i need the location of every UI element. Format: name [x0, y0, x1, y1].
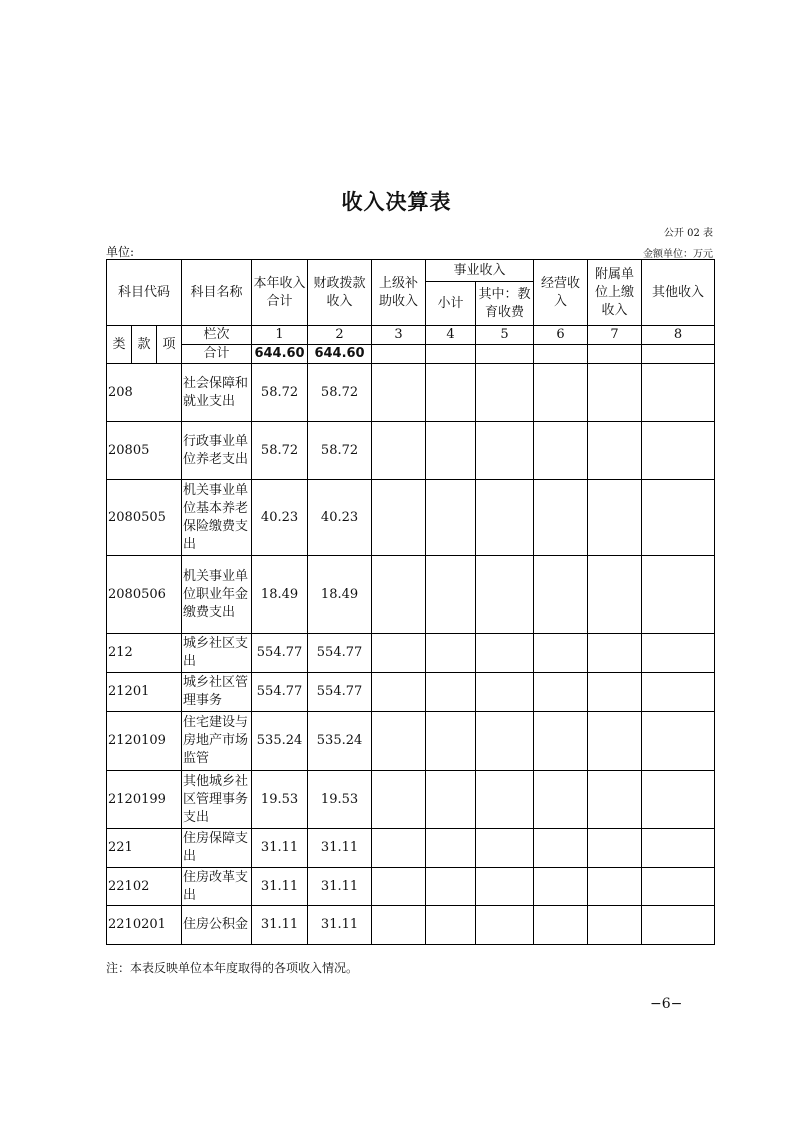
row-annual: 554.77: [252, 634, 308, 673]
header-superior-subsidy: 上级补助收入: [372, 260, 426, 326]
table-row: [107, 480, 715, 556]
col-num-1: 1: [252, 326, 308, 345]
unit-label: 单位:: [106, 245, 135, 259]
header-operating-income: 经营收入: [534, 260, 588, 326]
col-num-7: 7: [588, 326, 642, 345]
total-annual: 644.60: [252, 345, 308, 364]
col-num-2: 2: [308, 326, 372, 345]
row-name: 城乡社区支出: [182, 634, 252, 673]
total-label: 合计: [182, 345, 252, 364]
header-other-income: 其他收入: [642, 260, 715, 326]
header-business-income: 事业收入: [426, 260, 534, 282]
page-number: −6−: [650, 996, 683, 1012]
form-code: 公开 02 表: [663, 228, 713, 239]
row-fiscal: 31.11: [308, 829, 372, 868]
row-name: 住房改革支出: [182, 868, 252, 906]
income-table: [106, 259, 715, 945]
header-subject-name: 科目名称: [182, 260, 252, 326]
table-row: [107, 771, 715, 829]
header-fiscal-allocation: 财政拨款收入: [308, 260, 372, 326]
row-annual: 31.11: [252, 868, 308, 906]
header-annual-income: 本年收入合计: [252, 260, 308, 326]
row-name: 住房保障支出: [182, 829, 252, 868]
row-annual: 31.11: [252, 906, 308, 945]
row-fiscal: 58.72: [308, 422, 372, 480]
row-code: 221: [107, 829, 182, 868]
row-code: 2120109: [107, 712, 182, 771]
row-annual: 58.72: [252, 422, 308, 480]
row-code: 21201: [107, 673, 182, 712]
page-title: 收入决算表: [341, 190, 452, 214]
row-annual: 31.11: [252, 829, 308, 868]
table-row: [107, 712, 715, 771]
table-row: [107, 556, 715, 634]
col-num-6: 6: [534, 326, 588, 345]
header-kuan: 款: [132, 326, 157, 364]
row-annual: 18.49: [252, 556, 308, 634]
row-fiscal: 58.72: [308, 364, 372, 422]
table-row: [107, 829, 715, 868]
header-lei: 类: [107, 326, 132, 364]
row-annual: 58.72: [252, 364, 308, 422]
row-annual: 554.77: [252, 673, 308, 712]
footnote: 注：本表反映单位本年度取得的各项收入情况。: [106, 961, 359, 975]
row-code: 20805: [107, 422, 182, 480]
row-fiscal: 554.77: [308, 634, 372, 673]
table-row: [107, 422, 715, 480]
row-code: 22102: [107, 868, 182, 906]
row-annual: 40.23: [252, 480, 308, 556]
row-annual: 19.53: [252, 771, 308, 829]
header-column-index: 栏次: [182, 326, 252, 345]
col-num-4: 4: [426, 326, 476, 345]
row-name: 行政事业单位养老支出: [182, 422, 252, 480]
row-name: 住房公积金: [182, 906, 252, 945]
row-annual: 535.24: [252, 712, 308, 771]
row-name: 住宅建设与房地产市场监管: [182, 712, 252, 771]
header-affiliated-units: 附属单位上缴收入: [588, 260, 642, 326]
row-code: 2080506: [107, 556, 182, 634]
row-name: 机关事业单位基本养老保险缴费支出: [182, 480, 252, 556]
row-fiscal: 19.53: [308, 771, 372, 829]
table-row: [107, 673, 715, 712]
col-num-3: 3: [372, 326, 426, 345]
row-name: 机关事业单位职业年金缴费支出: [182, 556, 252, 634]
row-fiscal: 31.11: [308, 868, 372, 906]
row-code: 2210201: [107, 906, 182, 945]
col-num-5: 5: [476, 326, 534, 345]
table-row: [107, 634, 715, 673]
row-fiscal: 535.24: [308, 712, 372, 771]
table-row: [107, 868, 715, 906]
header-subject-code: 科目代码: [107, 260, 182, 326]
row-name: 其他城乡社区管理事务支出: [182, 771, 252, 829]
row-code: 212: [107, 634, 182, 673]
row-name: 社会保障和就业支出: [182, 364, 252, 422]
table-row: [107, 906, 715, 945]
col-num-8: 8: [642, 326, 715, 345]
total-fiscal: 644.60: [308, 345, 372, 364]
header-xiang: 项: [157, 326, 182, 364]
row-fiscal: 31.11: [308, 906, 372, 945]
row-code: 2080505: [107, 480, 182, 556]
header-education-fee: 其中：教育收费: [476, 282, 534, 326]
row-name: 城乡社区管理事务: [182, 673, 252, 712]
row-fiscal: 554.77: [308, 673, 372, 712]
row-code: 2120199: [107, 771, 182, 829]
row-code: 208: [107, 364, 182, 422]
amount-unit-label: 金额单位：万元: [643, 249, 713, 260]
row-fiscal: 40.23: [308, 480, 372, 556]
row-fiscal: 18.49: [308, 556, 372, 634]
header-subtotal: 小计: [426, 282, 476, 326]
table-row: [107, 364, 715, 422]
